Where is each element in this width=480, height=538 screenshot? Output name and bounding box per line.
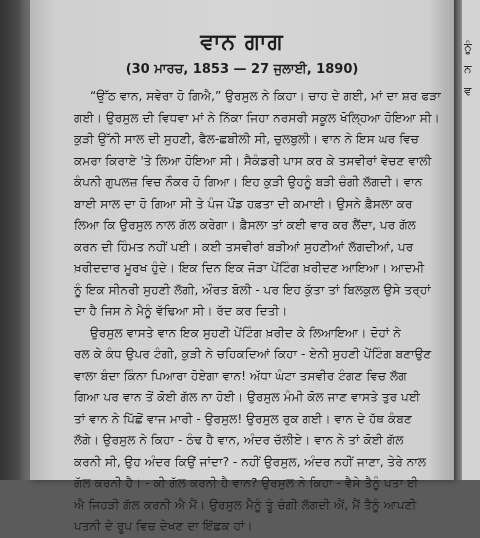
text-line: ਬਾਈ ਸਾਲ ਦਾ ਹੋ ਗਿਆ ਸੀ ਤੇ ਪੰਜ ਪੌਂਡ ਹਫ਼ਤਾ ਦੀ ਕਮਾਈ। ਉਸਨੇ ਫ਼ੈਸਲਾ ਕਰ [74, 196, 413, 211]
text-line: ਕਮਰਾ ਕਿਰਾਏ 'ਤੇ ਲਿਆ ਹੋਇਆ ਸੀ। ਸੈਕੰਡਰੀ ਪਾਸ ਕਰ ਕੇ ਤਸਵੀਰਾਂ ਵੇਚਣ ਵਾਲੀ [74, 153, 432, 168]
text-line: ਕਰਨੀ ਸੀ, ਉਹ ਅੰਦਰ ਕਿਉਂ ਜਾਂਦਾ? - ਨਹੀਂ ਉਰਸੁਲ, ਅੰਦਰ ਨਹੀਂ ਜਾਣਾ, ਤੇਰੇ ਨਾਲ [74, 454, 427, 469]
next-page-edge [462, 0, 480, 480]
next-page-fragment: ਨੂੰ [464, 40, 472, 54]
text-line: ਕਰਨ ਦੀ ਹਿੰਮਤ ਨਹੀਂ ਪਈ। ਕਈ ਤਸਵੀਰਾਂ ਬੜੀਆਂ ਸੁਹਣੀਆਂ ਲੱਗਦੀਆਂ, ਪਰ [74, 239, 414, 254]
next-page-fragment: ਵ [464, 84, 472, 98]
text-line: ਐ ਜਿਹੜੀ ਗੱਲ ਕਰਨੀ ਐ ਮੈਂ। ਉਰਸੁਲ ਮੈਨੂੰ ਤੂੰ ਚੰਗੀ ਲੱਗਦੀ ਐਂ, ਮੈਂ ਤੈਨੂੰ ਆਪਣੀ [74, 497, 417, 512]
text-line: ਨੂੰ ਇਕ ਸੀਨਰੀ ਸੁਹਣੀ ਲੱਗੀ, ਔਰਤ ਬੋਲੀ - ਪਰ ਇਹ ਕੁੱਤਾ ਤਾਂ ਬਿਲਕੁਲ ਉਸੇ ਤਰ੍ਹਾਂ [74, 282, 431, 297]
text-line: ਲੱਗੇ। ਉਰਸੁਲ ਨੇ ਕਿਹਾ - ਠੰਢ ਹੈ ਵਾਨ, ਅੰਦਰ ਚੱਲੀਏ। ਵਾਨ ਨੇ ਤਾਂ ਕੋਈ ਗੱਲ [74, 433, 404, 447]
text-line: ਗਈ। ਉਰਸੁਲ ਦੀ ਵਿਧਵਾ ਮਾਂ ਨੇ ਨਿੱਕਾ ਜਿਹਾ ਨਰਸਰੀ ਸਕੂਲ ਖੋਲ੍ਹਿਆ ਹੋਇਆ ਸੀ। [74, 110, 440, 125]
desk-background [0, 0, 30, 480]
text-line: ਵਾਲਾ ਬੰਦਾ ਕਿੰਨਾ ਪਿਆਰਾ ਹੋਏਗਾ ਵਾਨ! ਅੱਧਾ ਘੰਟਾ ਤਸਵੀਰ ਟੰਗਣ ਵਿਚ ਲੱਗ [74, 368, 407, 383]
text-line: ਕੰਪਨੀ ਗੁਪਲਜ਼ ਵਿਚ ਨੌਕਰ ਹੋ ਗਿਆ। ਇਹ ਕੁੜੀ ਉਹਨੂੰ ਬੜੀ ਚੰਗੀ ਲੱਗਦੀ। ਵਾਨ [74, 175, 423, 189]
text-line: ਕੁੜੀ ਉੱਨੀ ਸਾਲ ਦੀ ਸੁਹਣੀ, ਫੈਲ-ਛਬੀਲੀ ਸੀ, ਚੁਲਬੁਲੀ। ਵਾਨ ਨੇ ਇਸ ਘਰ ਵਿਚ [74, 132, 419, 146]
text-line: ਦਾ ਹੈ ਜਿਸ ਨੇ ਮੈਨੂੰ ਵੱਢਿਆ ਸੀ। ਰੱਦ ਕਰ ਦਿਤੀ। [74, 304, 288, 318]
text-line: ਖ਼ਰੀਦਦਾਰ ਮੂਰਖ ਹੁੰਦੇ। ਇਕ ਦਿਨ ਇਕ ਜੋੜਾ ਪੇਂਟਿੰਗ ਖ਼ਰੀਦਣ ਆਇਆ। ਆਦਮੀ [74, 261, 425, 275]
chapter-title: ਵਾਨ ਗਾਗ [200, 30, 284, 55]
text-line: ਤਾਂ ਵਾਨ ਨੇ ਪਿੱਛੋਂ ਵਾਜ ਮਾਰੀ - ਉਰਸੁਲ! ਉਰਸੁਲ ਰੁਕ ਗਈ। ਵਾਨ ਦੇ ਹੱਥ ਕੰਬਣ [74, 411, 412, 426]
text-line: ਪਤਨੀ ਦੇ ਰੂਪ ਵਿਚ ਦੇਖਣ ਦਾ ਇੱਛਕ ਹਾਂ। [74, 519, 253, 533]
text-line: “ਉੱਠ ਵਾਨ, ਸਵੇਰਾ ਹੋ ਗਿਐ,” ਉਰਸੁਲ ਨੇ ਕਿਹਾ। ਚਾਹ ਦੇ ਗਈ, ਮਾਂ ਦਾ ਸ਼ਰ ਫੜਾ [90, 89, 441, 103]
next-page-fragment: ਨ [464, 62, 472, 76]
text-line: ਗੱਲ ਕਰਨੀ ਹੈ। - ਕੀ ਗੱਲ ਕਰਨੀ ਹੈ ਵਾਨ? ਉਰਸੁਲ ਨੇ ਕਿਹਾ - ਵੈਸੇ ਤੈਨੂੰ ਪਤਾ ਈ [74, 476, 419, 490]
chapter-dates: (30 ਮਾਰਚ, 1853 — 27 ਜੁਲਾਈ, 1890) [125, 62, 359, 77]
body-text [74, 86, 448, 538]
book-gutter [454, 0, 462, 480]
text-line: ਉਰਸੁਲ ਵਾਸਤੇ ਵਾਨ ਇਕ ਸੁਹਣੀ ਪੇਂਟਿੰਗ ਖ਼ਰੀਦ ਕੇ ਲਿਆਇਆ। ਦੋਹਾਂ ਨੇ [90, 325, 401, 340]
text-line: ਰਲ ਕੇ ਕੰਧ ਉਪਰ ਟੰਗੀ, ਕੁੜੀ ਨੇ ਚਹਿਕਦਿਆਂ ਕਿਹਾ - ਏਨੀ ਸੁਹਣੀ ਪੇਂਟਿੰਗ ਬਣਾਉਣ [74, 347, 432, 361]
text-line: ਲਿਆ ਕਿ ਉਰਸੁਲ ਨਾਲ ਗੱਲ ਕਰੇਗਾ। ਫ਼ੈਸਲਾ ਤਾਂ ਕਈ ਵਾਰ ਕਰ ਲੈਂਦਾ, ਪਰ ਗੱਲ [74, 218, 416, 232]
text-line: ਗਿਆ ਪਰ ਵਾਨ ਤੋਂ ਕੋਈ ਗੱਲ ਨਾ ਹੋਈ। ਉਰਸੁਲ ਮੰਮੀ ਕੋਲ ਜਾਣ ਵਾਸਤੇ ਤੁਰ ਪਈ [74, 390, 421, 404]
book-page [30, 0, 454, 533]
